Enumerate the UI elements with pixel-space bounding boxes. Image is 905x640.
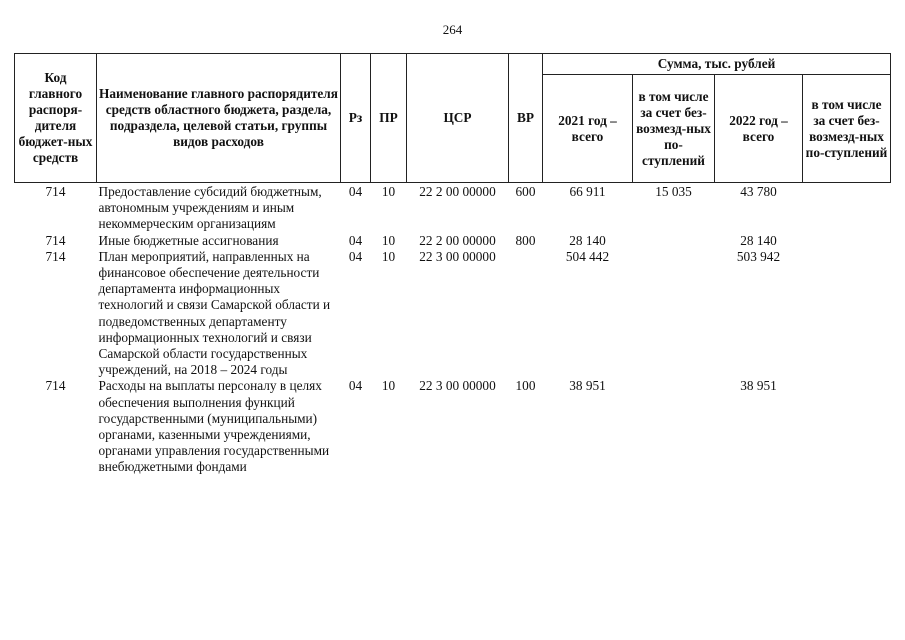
cell-kod: 714 [45,232,66,248]
header-summa: Сумма, тыс. рублей [543,54,891,75]
cell-2022-free [803,249,891,379]
cell-name: Иные бюджетные ассигнования [98,232,279,248]
cell-2022-total: 43 780 [740,184,777,199]
header-2022-total: 2022 год – всего [715,75,803,183]
table-row [15,183,891,233]
cell-2022-free [803,183,891,233]
cell-vr: 800 [515,232,536,248]
table-row [15,378,891,475]
cell-pr: 10 [381,232,396,248]
table-row [15,233,891,249]
cell-2022-free [803,233,891,249]
cell-2021-free [633,378,715,475]
header-2022-free: в том числе за счет без-возмезд-ных по-ступлений [803,75,891,183]
cell-csr: 22 2 00 00000 [419,232,496,248]
page-number: 264 [442,22,463,37]
cell-csr: 22 2 00 00000 [419,184,496,199]
cell-rz: 04 [348,184,363,199]
header-2021-total: 2021 год – всего [543,75,633,183]
cell-pr: 10 [381,184,396,199]
header-csr: ЦСР [407,54,509,183]
cell-2021-free: 15 035 [655,184,692,199]
cell-kod: 714 [45,378,66,394]
cell-2022-free [803,378,891,475]
table-body [15,183,891,476]
cell-csr: 22 3 00 00000 [419,378,496,394]
cell-pr: 10 [381,248,396,264]
cell-rz: 04 [348,232,363,248]
cell-name: Расходы на выплаты персоналу в целях обеспечения выполнения функций государственными (муниципальными) органами, казенными учреждениями, органами управления государственными внебюджетными фондами [98,378,330,475]
cell-2022-total: 28 140 [740,232,777,248]
cell-2021-free [633,233,715,249]
cell-name: Предоставление субсидий бюджетным, автономным учреждениям и иным некоммерческим организациям [98,184,322,232]
cell-2021-total: 66 911 [569,184,606,199]
table-row [15,249,891,379]
cell-kod: 714 [45,248,66,264]
cell-pr: 10 [381,378,396,394]
cell-2021-total: 28 140 [569,232,606,248]
cell-rz: 04 [348,248,363,264]
cell-csr: 22 3 00 00000 [419,248,496,264]
cell-2021-total: 38 951 [569,378,606,394]
header-2021-free: в том числе за счет без-возмезд-ных по-ступлений [633,75,715,183]
cell-kod: 714 [45,184,66,199]
header-kod: Код главного распоря-дителя бюджет-ных средств [15,54,97,183]
cell-vr: 600 [515,184,536,199]
cell-2022-total: 503 942 [736,248,781,264]
header-pr: ПР [371,54,407,183]
header-name: Наименование главного распорядителя средств областного бюджета, раздела, подраздела, целевой статьи, группы видов расходов [97,54,341,183]
cell-rz: 04 [348,378,363,394]
budget-table [14,53,891,476]
cell-2021-total: 504 442 [565,248,610,264]
table-header [15,54,891,183]
cell-vr: 100 [515,378,536,394]
cell-2022-total: 38 951 [740,378,777,394]
cell-vr [509,249,543,379]
header-rz: Рз [341,54,371,183]
header-vr: ВР [509,54,543,183]
cell-2021-free [633,249,715,379]
cell-name: План мероприятий, направленных на финансовое обеспечение деятельности департамента информационных технологий и связи Самарской области и подведомственных департаменту информационных технологий и связи Самарской области государственных учреждений, на 2018 – 2024 годы [98,248,331,378]
